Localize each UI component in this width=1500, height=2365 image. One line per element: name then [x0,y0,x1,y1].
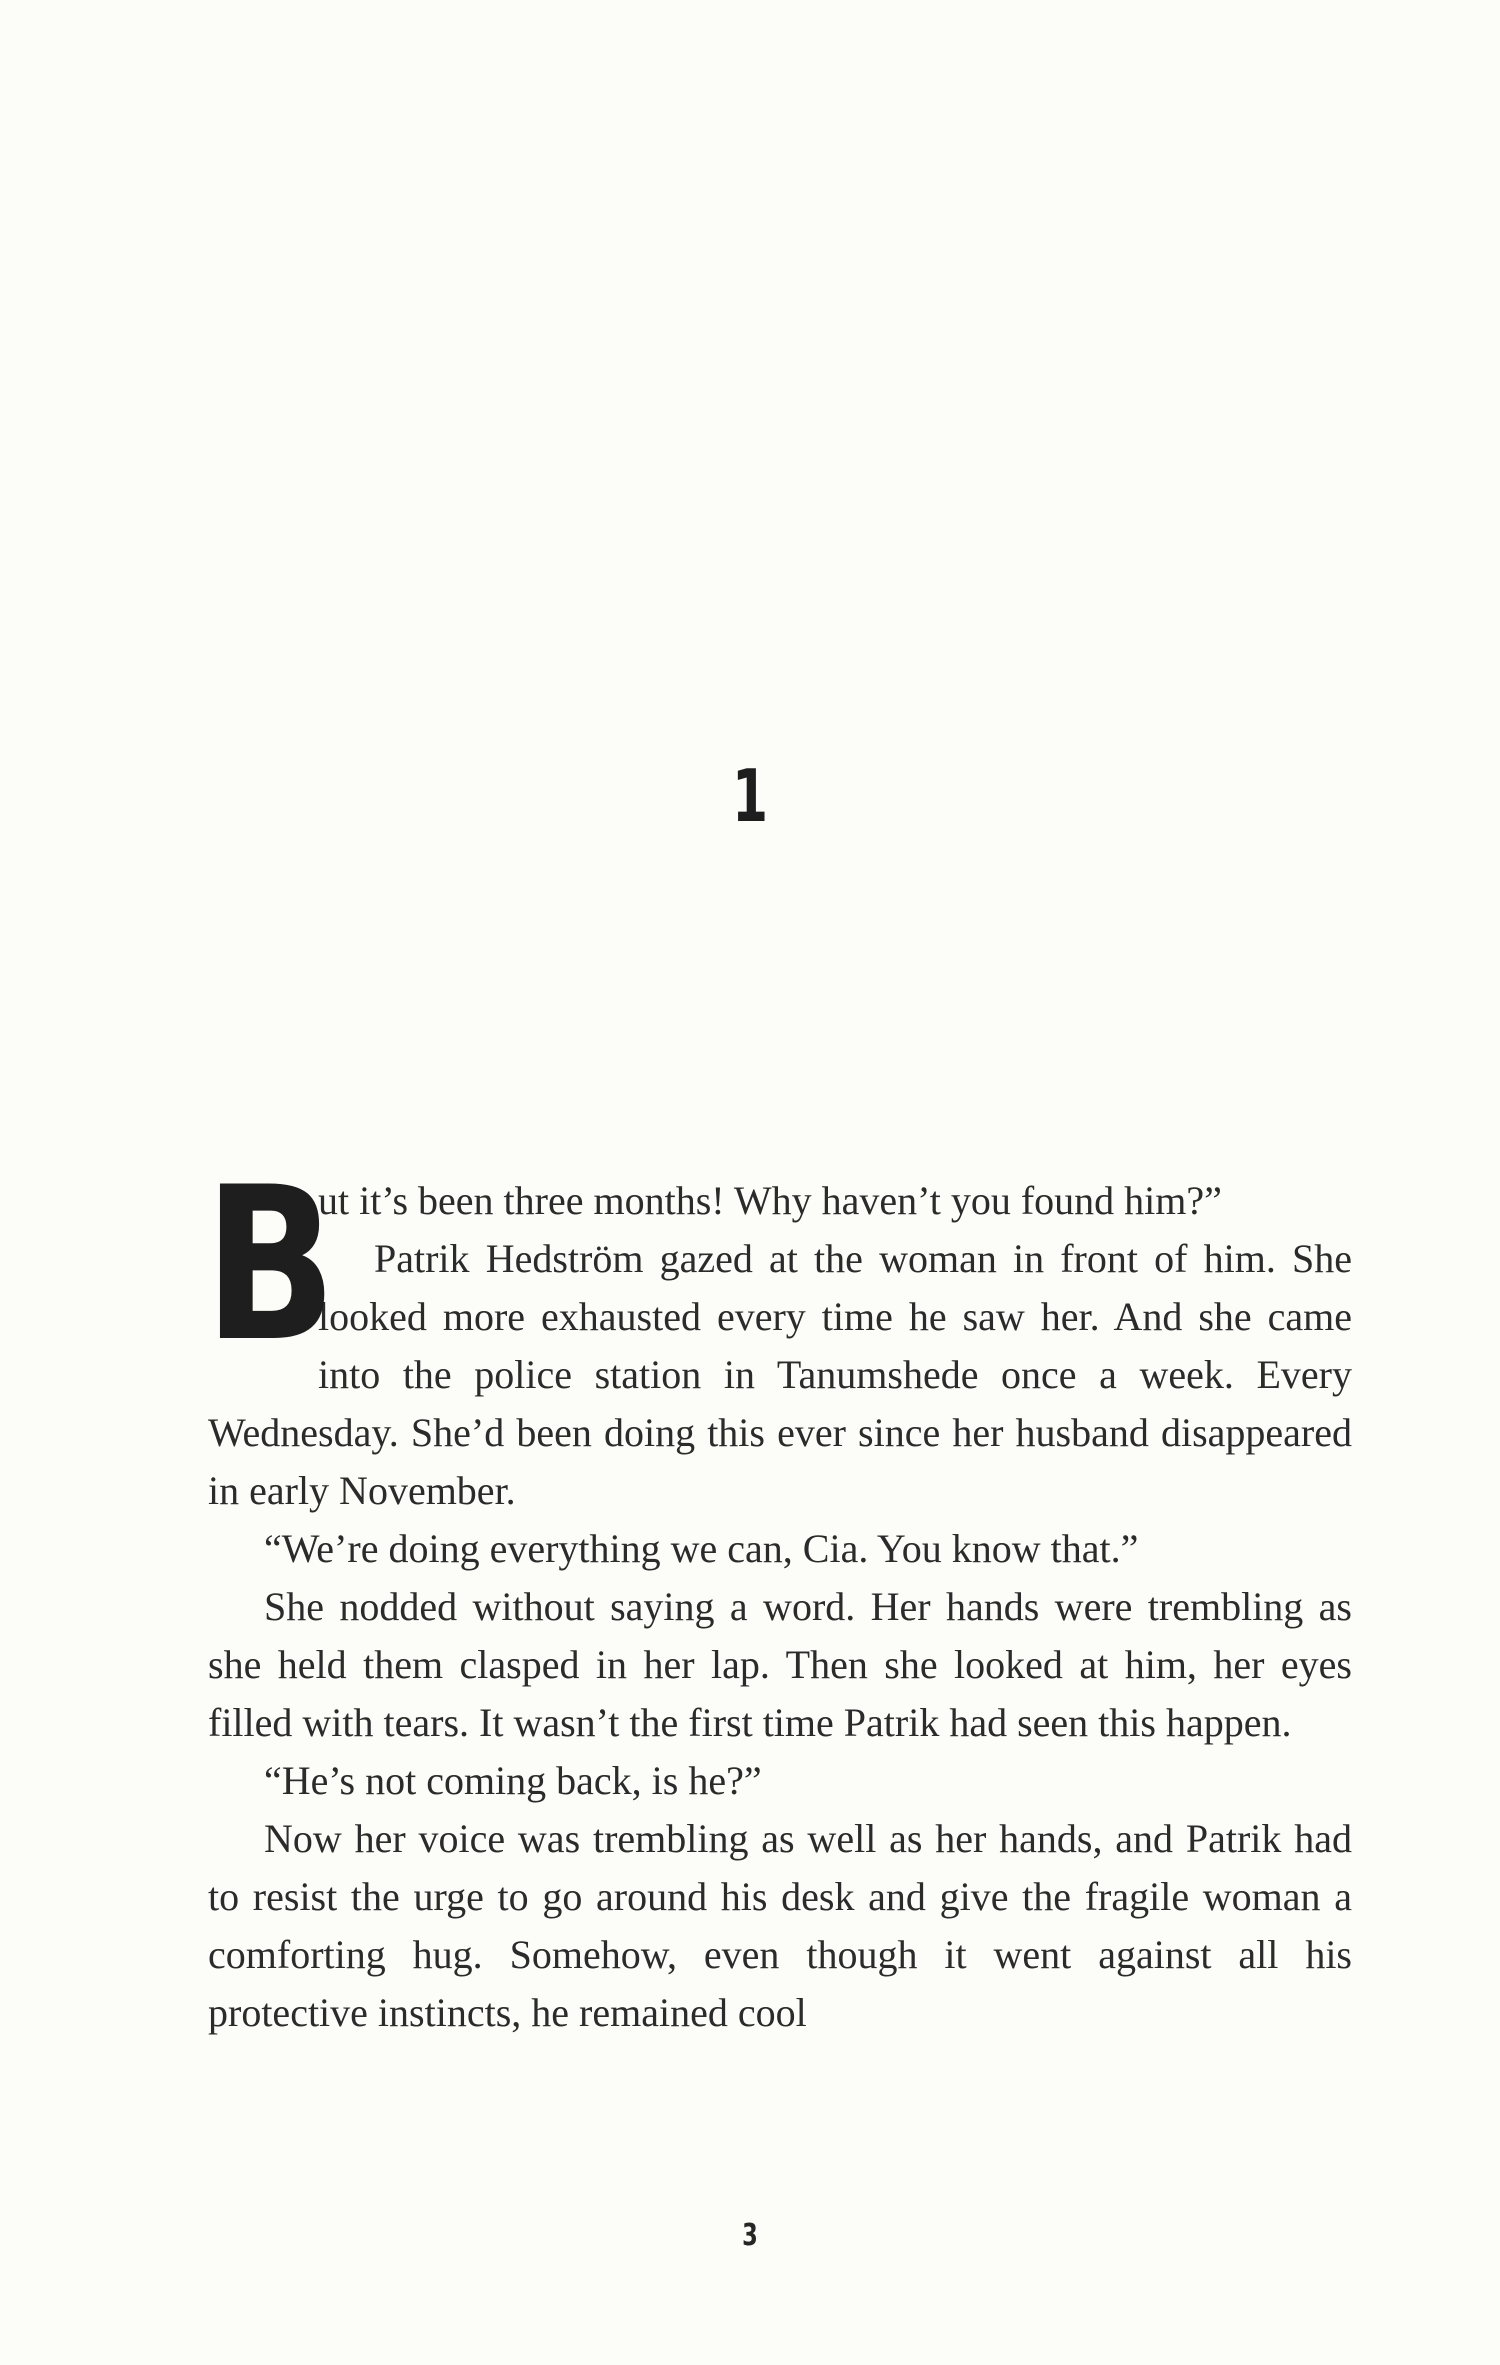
paragraph [208,1230,1352,1520]
paragraph [208,1578,1352,1752]
opening-line: ut it’s been three months! Why haven’t you found him?” [318,1178,1222,1223]
page-number: 3 [742,2218,758,2253]
paragraph-text: She nodded without saying a word. Her hands were trembling as she held them clasped in her lap. Then she looked at him, her eyes filled with tears. It wasn’t the first time Patrik had seen this happen. [208,1584,1352,1745]
paragraph-text: Patrik Hedström gazed at the woman in front of him. She looked more exhausted every time he saw her. And she came into the police station in Tanumshede once a week. Every Wednesday. She’d been doing this ever since her husband disappeared in early November. [208,1236,1352,1513]
paragraph-text: Now her voice was trembling as well as her hands, and Patrik had to resist the urge to go around his desk and give the fragile woman a comforting hug. Somehow, even though it went against all his protective instincts, he remained cool [208,1816,1352,2035]
paragraph-text: “We’re doing everything we can, Cia. You know that.” [264,1526,1139,1571]
paragraph-text: “He’s not coming back, is he?” [264,1758,762,1803]
chapter-number: 1 [731,754,769,838]
chapter-body [204,1141,1352,2042]
paragraph [208,1810,1352,2042]
paragraph [208,1520,1352,1578]
drop-cap: B [204,1141,337,1388]
paragraph [208,1752,1352,1810]
